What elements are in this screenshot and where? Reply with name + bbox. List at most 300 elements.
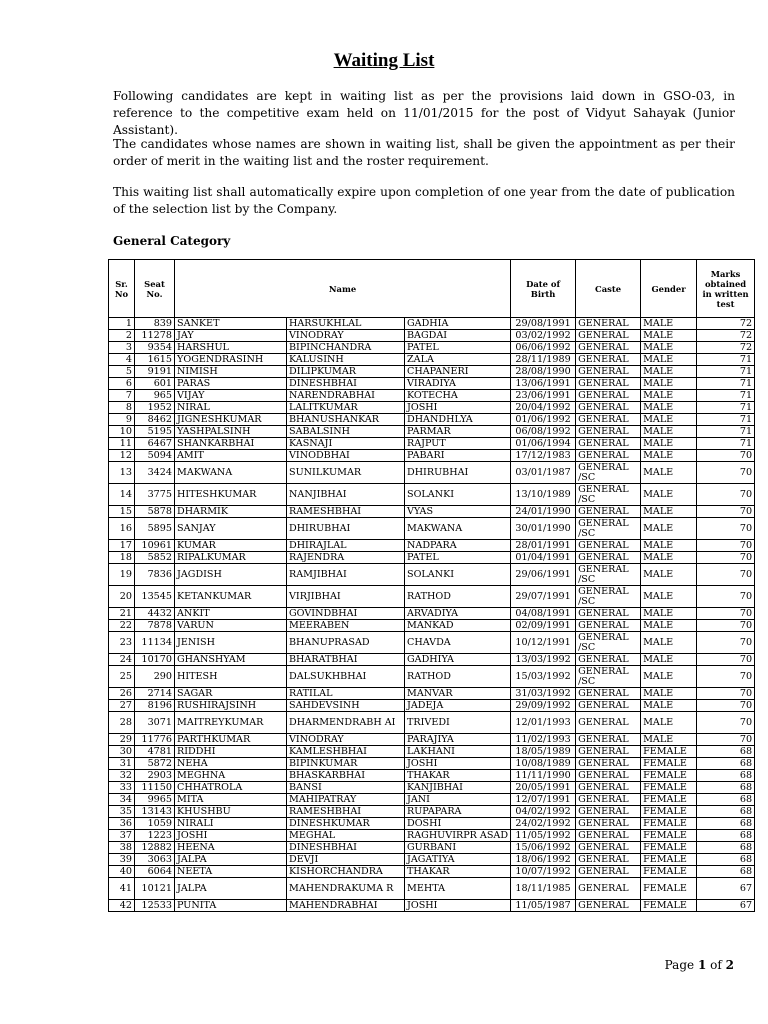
cell-surname: VYAS: [405, 506, 511, 518]
cell-seat-no: 839: [135, 318, 175, 330]
cell-surname: GURBANI: [405, 842, 511, 854]
cell-seat-no: 965: [135, 390, 175, 402]
cell-gender: MALE: [641, 586, 697, 608]
page-number: [665, 958, 734, 972]
cell-surname: PABARI: [405, 450, 511, 462]
cell-seat-no: 11776: [135, 734, 175, 746]
cell-first-name: VIJAY: [175, 390, 287, 402]
cell-surname: DHIRUBHAI: [405, 462, 511, 484]
cell-date-of-birth: 03/01/1987: [511, 462, 576, 484]
cell-marks: 70: [697, 586, 755, 608]
cell-date-of-birth: 15/06/1992: [511, 842, 576, 854]
cell-caste: GENERAL: [576, 330, 641, 342]
total-pages: 2: [725, 958, 734, 972]
cell-date-of-birth: 12/07/1991: [511, 794, 576, 806]
cell-date-of-birth: 24/01/1990: [511, 506, 576, 518]
cell-marks: 68: [697, 794, 755, 806]
cell-date-of-birth: 10/08/1989: [511, 758, 576, 770]
cell-gender: FEMALE: [641, 782, 697, 794]
cell-first-name: HEENA: [175, 842, 287, 854]
cell-date-of-birth: 04/08/1991: [511, 608, 576, 620]
cell-surname: JOSHI: [405, 758, 511, 770]
cell-gender: MALE: [641, 426, 697, 438]
cell-first-name: PARAS: [175, 378, 287, 390]
cell-sr-no: 24: [109, 654, 135, 666]
cell-first-name: JENISH: [175, 632, 287, 654]
cell-sr-no: 11: [109, 438, 135, 450]
cell-seat-no: 7878: [135, 620, 175, 632]
cell-middle-name: MAHENDRABHAI: [287, 900, 405, 912]
table-row: [109, 342, 755, 354]
header-dob: Date of Birth: [511, 260, 576, 318]
table-row: [109, 462, 755, 484]
cell-marks: 70: [697, 506, 755, 518]
cell-seat-no: 6467: [135, 438, 175, 450]
cell-sr-no: 14: [109, 484, 135, 506]
cell-surname: TRIVEDI: [405, 712, 511, 734]
cell-sr-no: 16: [109, 518, 135, 540]
cell-seat-no: 3424: [135, 462, 175, 484]
cell-sr-no: 41: [109, 878, 135, 900]
cell-caste: GENERAL: [576, 854, 641, 866]
table-row: [109, 818, 755, 830]
table-row: [109, 564, 755, 586]
cell-date-of-birth: 11/05/1987: [511, 900, 576, 912]
cell-middle-name: SABALSINH: [287, 426, 405, 438]
cell-sr-no: 1: [109, 318, 135, 330]
cell-sr-no: 36: [109, 818, 135, 830]
cell-sr-no: 33: [109, 782, 135, 794]
cell-date-of-birth: 11/02/1993: [511, 734, 576, 746]
cell-date-of-birth: 31/03/1992: [511, 688, 576, 700]
cell-surname: JOSHI: [405, 900, 511, 912]
table-row: [109, 878, 755, 900]
cell-marks: 68: [697, 746, 755, 758]
cell-date-of-birth: 11/05/1992: [511, 830, 576, 842]
cell-gender: MALE: [641, 654, 697, 666]
cell-seat-no: 1952: [135, 402, 175, 414]
cell-first-name: JALPA: [175, 878, 287, 900]
cell-caste: GENERAL: [576, 900, 641, 912]
table-row: [109, 366, 755, 378]
cell-caste: GENERAL: [576, 746, 641, 758]
table-row: [109, 426, 755, 438]
table-body: [109, 318, 755, 912]
cell-caste: GENERAL: [576, 700, 641, 712]
cell-marks: 68: [697, 782, 755, 794]
cell-seat-no: 8196: [135, 700, 175, 712]
cell-caste: GENERAL: [576, 438, 641, 450]
cell-sr-no: 32: [109, 770, 135, 782]
cell-surname: RAGHUVIRPR ASAD: [405, 830, 511, 842]
cell-gender: MALE: [641, 688, 697, 700]
cell-surname: JAGATIYA: [405, 854, 511, 866]
cell-gender: FEMALE: [641, 900, 697, 912]
cell-surname: VIRADIYA: [405, 378, 511, 390]
table-row: [109, 506, 755, 518]
cell-middle-name: BANSI: [287, 782, 405, 794]
header-caste: Caste: [576, 260, 641, 318]
cell-marks: 70: [697, 712, 755, 734]
cell-date-of-birth: 01/06/1994: [511, 438, 576, 450]
cell-sr-no: 13: [109, 462, 135, 484]
header-gender: Gender: [641, 260, 697, 318]
cell-date-of-birth: 18/05/1989: [511, 746, 576, 758]
cell-marks: 68: [697, 818, 755, 830]
cell-middle-name: BHASKARBHAI: [287, 770, 405, 782]
cell-gender: MALE: [641, 632, 697, 654]
table-row: [109, 842, 755, 854]
header-sr: Sr. No: [109, 260, 135, 318]
cell-seat-no: 5195: [135, 426, 175, 438]
cell-date-of-birth: 24/02/1992: [511, 818, 576, 830]
cell-seat-no: 12882: [135, 842, 175, 854]
cell-surname: BAGDAI: [405, 330, 511, 342]
cell-sr-no: 27: [109, 700, 135, 712]
cell-seat-no: 12533: [135, 900, 175, 912]
cell-middle-name: MEERABEN: [287, 620, 405, 632]
cell-surname: LAKHANI: [405, 746, 511, 758]
cell-marks: 70: [697, 620, 755, 632]
cell-first-name: SAGAR: [175, 688, 287, 700]
cell-surname: KANJIBHAI: [405, 782, 511, 794]
cell-surname: CHAPANERI: [405, 366, 511, 378]
cell-marks: 70: [697, 552, 755, 564]
cell-gender: MALE: [641, 518, 697, 540]
cell-caste: GENERAL: [576, 758, 641, 770]
cell-seat-no: 11150: [135, 782, 175, 794]
cell-seat-no: 2903: [135, 770, 175, 782]
table-row: [109, 688, 755, 700]
cell-middle-name: MAHIPATRAY: [287, 794, 405, 806]
cell-sr-no: 22: [109, 620, 135, 632]
cell-seat-no: 5878: [135, 506, 175, 518]
cell-date-of-birth: 11/11/1990: [511, 770, 576, 782]
appointment-paragraph: The candidates whose names are shown in waiting list, shall be given the appointment as per their order of merit in the waiting list and the roster requirement.: [113, 137, 735, 168]
cell-marks: 72: [697, 318, 755, 330]
cell-sr-no: 9: [109, 414, 135, 426]
cell-gender: MALE: [641, 378, 697, 390]
cell-date-of-birth: 20/05/1991: [511, 782, 576, 794]
cell-surname: MAKWANA: [405, 518, 511, 540]
cell-date-of-birth: 20/04/1992: [511, 402, 576, 414]
cell-seat-no: 601: [135, 378, 175, 390]
cell-date-of-birth: 12/01/1993: [511, 712, 576, 734]
cell-first-name: NEHA: [175, 758, 287, 770]
cell-seat-no: 3775: [135, 484, 175, 506]
cell-caste: GENERAL /SC: [576, 462, 641, 484]
cell-caste: GENERAL: [576, 688, 641, 700]
cell-middle-name: DHIRAJLAL: [287, 540, 405, 552]
cell-sr-no: 6: [109, 378, 135, 390]
cell-first-name: MAITREYKUMAR: [175, 712, 287, 734]
cell-sr-no: 20: [109, 586, 135, 608]
table-row: [109, 866, 755, 878]
cell-marks: 72: [697, 342, 755, 354]
cell-gender: MALE: [641, 402, 697, 414]
cell-first-name: JAY: [175, 330, 287, 342]
cell-middle-name: VINODRAY: [287, 734, 405, 746]
cell-marks: 68: [697, 842, 755, 854]
cell-first-name: HITESHKUMAR: [175, 484, 287, 506]
cell-surname: PATEL: [405, 552, 511, 564]
cell-first-name: HARSHUL: [175, 342, 287, 354]
cell-first-name: SHANKARBHAI: [175, 438, 287, 450]
cell-middle-name: RAMJIBHAI: [287, 564, 405, 586]
cell-caste: GENERAL: [576, 734, 641, 746]
cell-seat-no: 290: [135, 666, 175, 688]
cell-seat-no: 1059: [135, 818, 175, 830]
cell-first-name: NIMISH: [175, 366, 287, 378]
cell-seat-no: 4781: [135, 746, 175, 758]
cell-gender: MALE: [641, 318, 697, 330]
header-seat: Seat No.: [135, 260, 175, 318]
cell-caste: GENERAL: [576, 402, 641, 414]
cell-caste: GENERAL: [576, 878, 641, 900]
cell-surname: DHANDHLYA: [405, 414, 511, 426]
of-word: of: [710, 958, 722, 972]
cell-seat-no: 5895: [135, 518, 175, 540]
cell-middle-name: BHANUSHANKAR: [287, 414, 405, 426]
cell-middle-name: DHARMENDRABH AI: [287, 712, 405, 734]
cell-middle-name: BHANUPRASAD: [287, 632, 405, 654]
cell-first-name: KETANKUMAR: [175, 586, 287, 608]
table-row: [109, 586, 755, 608]
intro-paragraph: Following candidates are kept in waiting list as per the provisions laid down in GSO-03, in reference to the competitive exam held on 11/01/2015 for the post of Vidyut Sahayak (Junior Assistant).: [113, 89, 735, 137]
cell-middle-name: NANJIBHAI: [287, 484, 405, 506]
cell-surname: NADPARA: [405, 540, 511, 552]
table-row: [109, 608, 755, 620]
cell-middle-name: RAJENDRA: [287, 552, 405, 564]
cell-gender: MALE: [641, 552, 697, 564]
cell-date-of-birth: 15/03/1992: [511, 666, 576, 688]
cell-middle-name: MAHENDRAKUMA R: [287, 878, 405, 900]
cell-seat-no: 2714: [135, 688, 175, 700]
cell-surname: GADHIA: [405, 318, 511, 330]
cell-middle-name: RAMESHBHAI: [287, 506, 405, 518]
cell-first-name: VARUN: [175, 620, 287, 632]
cell-gender: MALE: [641, 540, 697, 552]
cell-marks: 71: [697, 426, 755, 438]
table-row: [109, 414, 755, 426]
cell-first-name: YASHPALSINH: [175, 426, 287, 438]
table-row: [109, 402, 755, 414]
cell-caste: GENERAL /SC: [576, 632, 641, 654]
table-row: [109, 390, 755, 402]
cell-date-of-birth: 13/10/1989: [511, 484, 576, 506]
cell-first-name: CHHATROLA: [175, 782, 287, 794]
cell-surname: SOLANKI: [405, 484, 511, 506]
table-row: [109, 540, 755, 552]
cell-gender: MALE: [641, 700, 697, 712]
cell-caste: GENERAL: [576, 866, 641, 878]
cell-gender: MALE: [641, 414, 697, 426]
cell-seat-no: 10121: [135, 878, 175, 900]
table-row: [109, 654, 755, 666]
cell-gender: MALE: [641, 734, 697, 746]
cell-date-of-birth: 28/11/1989: [511, 354, 576, 366]
cell-caste: GENERAL: [576, 354, 641, 366]
cell-marks: 71: [697, 366, 755, 378]
cell-middle-name: VIRJIBHAI: [287, 586, 405, 608]
cell-middle-name: RATILAL: [287, 688, 405, 700]
cell-marks: 71: [697, 402, 755, 414]
cell-marks: 70: [697, 654, 755, 666]
cell-seat-no: 11134: [135, 632, 175, 654]
cell-first-name: PUNITA: [175, 900, 287, 912]
cell-surname: MANKAD: [405, 620, 511, 632]
table-row: [109, 758, 755, 770]
cell-surname: SOLANKI: [405, 564, 511, 586]
waiting-list-table: [108, 259, 755, 912]
cell-surname: RUPAPARA: [405, 806, 511, 818]
cell-gender: FEMALE: [641, 758, 697, 770]
cell-sr-no: 12: [109, 450, 135, 462]
cell-sr-no: 21: [109, 608, 135, 620]
cell-date-of-birth: 03/02/1992: [511, 330, 576, 342]
cell-middle-name: LALITKUMAR: [287, 402, 405, 414]
cell-date-of-birth: 28/08/1990: [511, 366, 576, 378]
cell-sr-no: 19: [109, 564, 135, 586]
cell-marks: 71: [697, 414, 755, 426]
cell-first-name: DHARMIK: [175, 506, 287, 518]
cell-surname: ARVADIYA: [405, 608, 511, 620]
cell-seat-no: 7836: [135, 564, 175, 586]
cell-caste: GENERAL: [576, 390, 641, 402]
cell-sr-no: 28: [109, 712, 135, 734]
cell-date-of-birth: 06/06/1992: [511, 342, 576, 354]
cell-caste: GENERAL: [576, 414, 641, 426]
cell-caste: GENERAL: [576, 540, 641, 552]
cell-sr-no: 3: [109, 342, 135, 354]
cell-surname: JANI: [405, 794, 511, 806]
cell-sr-no: 7: [109, 390, 135, 402]
page-word: Page: [664, 958, 695, 972]
cell-first-name: MITA: [175, 794, 287, 806]
cell-seat-no: 1223: [135, 830, 175, 842]
cell-gender: FEMALE: [641, 794, 697, 806]
cell-first-name: RIDDHI: [175, 746, 287, 758]
cell-marks: 67: [697, 878, 755, 900]
cell-sr-no: 4: [109, 354, 135, 366]
cell-seat-no: 5872: [135, 758, 175, 770]
cell-marks: 70: [697, 564, 755, 586]
cell-marks: 68: [697, 866, 755, 878]
cell-gender: FEMALE: [641, 866, 697, 878]
cell-gender: FEMALE: [641, 878, 697, 900]
current-page: 1: [697, 958, 707, 972]
cell-marks: 72: [697, 330, 755, 342]
cell-sr-no: 5: [109, 366, 135, 378]
page-title: Waiting List: [333, 50, 435, 71]
cell-surname: ZALA: [405, 354, 511, 366]
expiry-paragraph: This waiting list shall automatically expire upon completion of one year from the date of publication of the selection list by the Company.: [113, 185, 735, 216]
cell-first-name: RIPALKUMAR: [175, 552, 287, 564]
cell-middle-name: KISHORCHANDRA: [287, 866, 405, 878]
cell-date-of-birth: 17/12/1983: [511, 450, 576, 462]
cell-first-name: NIRALI: [175, 818, 287, 830]
cell-middle-name: BIPINKUMAR: [287, 758, 405, 770]
cell-surname: PATEL: [405, 342, 511, 354]
cell-caste: GENERAL: [576, 342, 641, 354]
cell-sr-no: 30: [109, 746, 135, 758]
cell-marks: 70: [697, 518, 755, 540]
cell-gender: MALE: [641, 438, 697, 450]
cell-gender: FEMALE: [641, 854, 697, 866]
cell-sr-no: 35: [109, 806, 135, 818]
cell-sr-no: 23: [109, 632, 135, 654]
table-row: [109, 632, 755, 654]
cell-caste: GENERAL /SC: [576, 586, 641, 608]
table-row: [109, 354, 755, 366]
cell-middle-name: SUNILKUMAR: [287, 462, 405, 484]
cell-gender: MALE: [641, 342, 697, 354]
cell-first-name: KUMAR: [175, 540, 287, 552]
cell-first-name: GHANSHYAM: [175, 654, 287, 666]
cell-gender: MALE: [641, 564, 697, 586]
cell-sr-no: 2: [109, 330, 135, 342]
table-row: [109, 700, 755, 712]
cell-middle-name: RAMESHBHAI: [287, 806, 405, 818]
cell-surname: DOSHI: [405, 818, 511, 830]
cell-surname: RATHOD: [405, 586, 511, 608]
cell-marks: 68: [697, 854, 755, 866]
cell-first-name: JALPA: [175, 854, 287, 866]
table-row: [109, 734, 755, 746]
cell-marks: 71: [697, 378, 755, 390]
cell-first-name: JOSHI: [175, 830, 287, 842]
cell-gender: FEMALE: [641, 842, 697, 854]
cell-marks: 70: [697, 484, 755, 506]
cell-date-of-birth: 29/08/1991: [511, 318, 576, 330]
cell-date-of-birth: 29/06/1991: [511, 564, 576, 586]
cell-date-of-birth: 18/06/1992: [511, 854, 576, 866]
cell-middle-name: KALUSINH: [287, 354, 405, 366]
cell-marks: 68: [697, 830, 755, 842]
cell-middle-name: VINODRAY: [287, 330, 405, 342]
cell-seat-no: 5852: [135, 552, 175, 564]
cell-first-name: MEGHNA: [175, 770, 287, 782]
cell-date-of-birth: 18/11/1985: [511, 878, 576, 900]
cell-seat-no: 1615: [135, 354, 175, 366]
cell-caste: GENERAL: [576, 366, 641, 378]
cell-surname: PARAJIYA: [405, 734, 511, 746]
cell-surname: JADEJA: [405, 700, 511, 712]
cell-sr-no: 8: [109, 402, 135, 414]
cell-surname: KOTECHA: [405, 390, 511, 402]
header-name: Name: [175, 260, 511, 318]
cell-first-name: HITESH: [175, 666, 287, 688]
cell-gender: MALE: [641, 506, 697, 518]
cell-marks: 70: [697, 450, 755, 462]
table-row: [109, 770, 755, 782]
table-row: [109, 830, 755, 842]
cell-middle-name: VINODBHAI: [287, 450, 405, 462]
cell-sr-no: 37: [109, 830, 135, 842]
cell-gender: MALE: [641, 354, 697, 366]
cell-marks: 70: [697, 540, 755, 552]
cell-caste: GENERAL: [576, 378, 641, 390]
cell-middle-name: DALSUKHBHAI: [287, 666, 405, 688]
table-row: [109, 806, 755, 818]
cell-marks: 70: [697, 462, 755, 484]
cell-gender: MALE: [641, 366, 697, 378]
cell-marks: 70: [697, 700, 755, 712]
cell-first-name: NEETA: [175, 866, 287, 878]
cell-first-name: KHUSHBU: [175, 806, 287, 818]
table-row: [109, 438, 755, 450]
table-row: [109, 782, 755, 794]
